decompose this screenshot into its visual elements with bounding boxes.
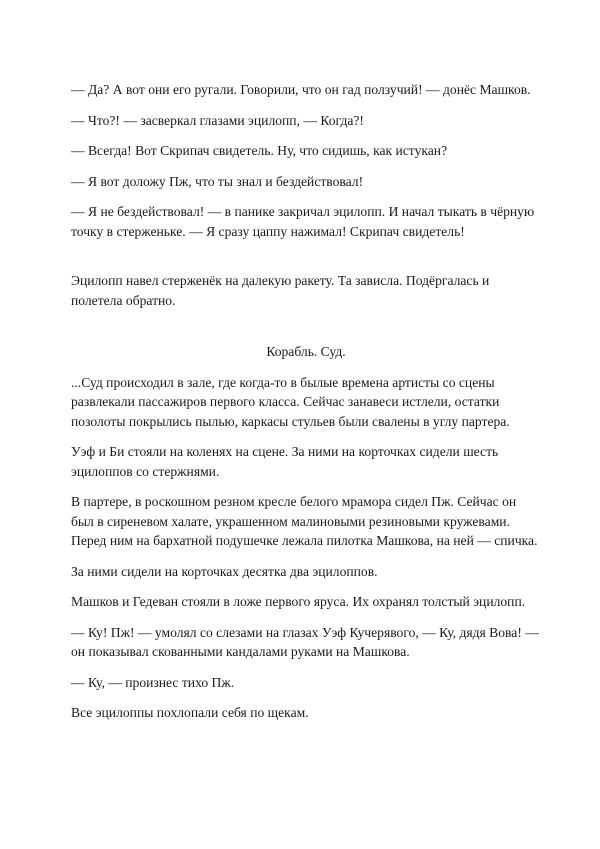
paragraph: — Да? А вот они его ругали. Говорили, что он гад ползучий! — донёс Машков.: [71, 82, 531, 97]
paragraph: — Я не бездействовал! — в панике закричал эцилопп. И начал тыкать в чёрную точку в стерженьке. — Я сразу цаппу нажимал! Скрипач свидетель!: [71, 204, 535, 239]
document-body: [71, 80, 541, 734]
paragraph: — Я вот доложу Пж, что ты знал и бездействовал!: [71, 173, 364, 189]
paragraph: — Всегда! Вот Скрипач свидетель. Ну, что сидишь, как истукан?: [71, 143, 448, 158]
paragraph: — Ку! Пж! — умолял со слезами на глазах Уэф Кучерявого, — Ку, дядя Вова! — он показывал скованными кандалами руками на Машкова.: [71, 624, 539, 659]
paragraph: В партере, в роскошном резном кресле белого мрамора сидел Пж. Сейчас он был в сиреневом халате, украшенном малиновыми резиновыми кружевами. Перед ним на бархатной подушечке лежала пилотка Машкова, на ней — спичка.: [71, 494, 538, 548]
paragraph: Машков и Гедеван стояли в ложе первого яруса. Их охранял толстый эцилопп.: [71, 594, 526, 609]
chapter-title: Корабль. Суд.: [266, 344, 346, 359]
paragraph: Все эцилоппы похлопали себя по щекам.: [71, 705, 309, 720]
paragraph: За ними сидели на корточках десятка два эцилоппов.: [71, 563, 378, 579]
paragraph: — Что?! — засверкал глазами эцилопп, — Когда?!: [71, 112, 364, 128]
paragraph: ...Суд происходил в зале, где когда-то в былые времена артисты со сцены развлекали пассажиров первого класса. Сейчас занавеси истлели, остатки позолоты покрылись пылью, каркасы стульев были свалены в углу партера.: [71, 374, 510, 429]
paragraph: — Ку, — произнес тихо Пж.: [71, 674, 235, 690]
paragraph: Уэф и Би стояли на коленях на сцене. За ними на корточках сидели шесть эцилоппов со стержнями.: [71, 444, 499, 479]
paragraph: Эцилопп навел стерженёк на далекую ракету. Та зависла. Подёргалась и полетела обратно.: [71, 273, 490, 308]
